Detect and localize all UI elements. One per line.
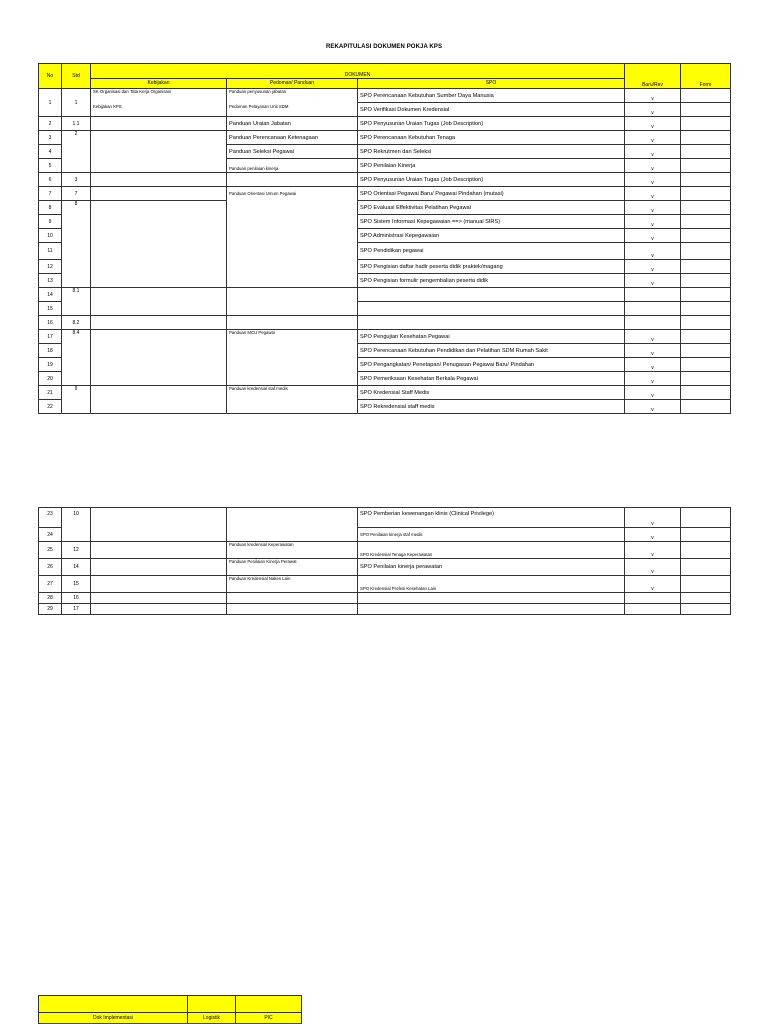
cell-spo: SPO Pengisian daftar hadir peserta didik praktek/magang <box>358 260 625 274</box>
cell-kebijakan <box>91 89 227 117</box>
cell-no: 1 <box>39 89 62 117</box>
cell-no: 21 <box>39 386 62 400</box>
cell-no: 6 <box>39 173 62 187</box>
cell-no: 17 <box>39 330 62 344</box>
cell-kebijakan <box>91 316 227 330</box>
cell-no: 14 <box>39 288 62 302</box>
header-logistik: Logistik <box>188 1013 236 1024</box>
impl-empty-cell <box>236 996 302 1013</box>
cell-mark: v <box>625 187 681 201</box>
cell-spo: SPO Orientasi Pegawai Baru/ Pegawai Pindahan (mutasi) <box>358 187 625 201</box>
cell-mark: v <box>625 260 681 274</box>
cell-std: 15 <box>62 576 91 593</box>
table-row <box>39 604 731 615</box>
cell-kebijakan <box>91 117 227 131</box>
cell-form <box>681 358 731 372</box>
table-row <box>39 187 731 201</box>
cell-spo: SPO Perencanaan Kebutuhan Sumber Daya Manusia <box>358 89 625 103</box>
cell-no: 3 <box>39 131 62 145</box>
cell-no: 28 <box>39 593 62 604</box>
document-table-main <box>38 63 731 414</box>
cell-no: 22 <box>39 400 62 414</box>
header-dokumen: DOKUMEN <box>91 64 625 79</box>
header-form: Form <box>681 64 731 89</box>
cell-spo: SPO Evaluasi Effektivitas Pelatihan Pegawai <box>358 201 625 215</box>
cell-form <box>681 386 731 400</box>
table-row <box>39 89 731 103</box>
cell-std: 14 <box>62 559 91 576</box>
cell-mark: v <box>625 103 681 117</box>
cell-mark: v <box>625 201 681 215</box>
cell-pedoman <box>227 593 358 604</box>
cell-pedoman: Panduan kredensial staf medis <box>227 386 358 414</box>
cell-mark: v <box>625 344 681 358</box>
cell-form <box>681 117 731 131</box>
cell-form <box>681 330 731 344</box>
cell-mark: v <box>625 372 681 386</box>
cell-no: 10 <box>39 229 62 243</box>
cell-spo: SPO Pengujian Kesehatan Pegawai <box>358 330 625 344</box>
cell-mark: v <box>625 243 681 260</box>
cell-pedoman: Panduan Uraian Jabatan <box>227 117 358 131</box>
cell-mark <box>625 604 681 615</box>
cell-pedoman: Panduan Seleksi Pegawai <box>227 145 358 159</box>
document-table-continued <box>38 507 731 615</box>
cell-spo <box>358 316 625 330</box>
cell-form <box>681 260 731 274</box>
cell-no: 13 <box>39 274 62 288</box>
cell-form <box>681 400 731 414</box>
cell-pedoman: Panduan MCU Pegawai <box>227 330 358 386</box>
cell-no: 23 <box>39 508 62 528</box>
cell-no: 4 <box>39 145 62 159</box>
cell-std: 2 <box>62 131 91 173</box>
cell-no: 9 <box>39 215 62 229</box>
cell-kebijakan <box>91 559 227 576</box>
cell-spo: SPO Kredensial Staff Medis <box>358 386 625 400</box>
table-row <box>39 559 731 576</box>
header-baru-rev: Baru/Rev <box>625 64 681 89</box>
cell-spo: SPO Pemberian kewenangan klinis (Clinical Privilege) <box>358 508 625 528</box>
cell-form <box>681 316 731 330</box>
cell-kebijakan <box>91 542 227 559</box>
cell-std: 8.1 <box>62 288 91 316</box>
cell-kebijakan <box>91 201 227 288</box>
cell-spo: SPO Perencanaan Kebutuhan Tenaga <box>358 131 625 145</box>
cell-no: 24 <box>39 528 62 542</box>
table-row <box>39 173 731 187</box>
cell-mark: v <box>625 542 681 559</box>
cell-std: 8 <box>62 201 91 288</box>
cell-kebijakan <box>91 593 227 604</box>
cell-form <box>681 288 731 302</box>
cell-kebijakan <box>91 288 227 316</box>
pedoman-line: Pedoman Pelayanan Unit SDM <box>229 104 289 109</box>
header-pedoman: Pedoman/ Panduan <box>227 78 358 88</box>
cell-spo: SPO Pengangkatan/ Penetapan/ Penugasan Pegawai Baru/ Pindahan <box>358 358 625 372</box>
cell-spo: SPO Sistem Informasi Kepegawaian ==> (manual SIRS) <box>358 215 625 229</box>
cell-no: 5 <box>39 159 62 173</box>
table-row <box>39 542 731 559</box>
cell-form <box>681 604 731 615</box>
cell-spo: SPO Pendidikan pegawai <box>358 243 625 260</box>
header-std: Std <box>62 64 91 89</box>
cell-kebijakan <box>91 386 227 414</box>
cell-mark: v <box>625 528 681 542</box>
cell-mark: v <box>625 229 681 243</box>
table-row <box>39 386 731 400</box>
cell-std: 9 <box>62 386 91 414</box>
cell-spo: SPO Verifikasi Dokumen Kredensial <box>358 103 625 117</box>
cell-std: 1.1 <box>62 117 91 131</box>
cell-std: 16 <box>62 593 91 604</box>
cell-pedoman <box>227 604 358 615</box>
cell-no: 19 <box>39 358 62 372</box>
cell-std: 10 <box>62 508 91 542</box>
cell-mark: v <box>625 386 681 400</box>
table-row <box>39 117 731 131</box>
cell-spo: SPO Penyusunan Uraian Tugas (Job Description) <box>358 117 625 131</box>
cell-no: 12 <box>39 260 62 274</box>
cell-mark: v <box>625 159 681 173</box>
cell-mark: v <box>625 559 681 576</box>
cell-pedoman <box>227 89 358 117</box>
cell-spo: SPO Pemeriksaan Kesehatan Berkala Pegawai <box>358 372 625 386</box>
cell-spo: SPO Pengisian formulir pengembalian peserta didik <box>358 274 625 288</box>
cell-std: 1 <box>62 89 91 117</box>
kebijakan-line: Kebijakan KPS <box>93 104 122 109</box>
header-no: No <box>39 64 62 89</box>
cell-pedoman: Panduan penilaian kinerja <box>227 159 358 173</box>
cell-kebijakan <box>91 131 227 173</box>
cell-form <box>681 103 731 117</box>
implementation-subheader-row <box>39 1013 302 1024</box>
cell-spo <box>358 288 625 302</box>
cell-pedoman <box>227 316 358 330</box>
cell-kebijakan <box>91 508 227 542</box>
cell-mark <box>625 316 681 330</box>
cell-mark: v <box>625 400 681 414</box>
cell-spo: SPO Rekrutmen dan Seleksi <box>358 145 625 159</box>
table-row <box>39 316 731 330</box>
implementation-header-row <box>39 996 302 1013</box>
cell-form <box>681 344 731 358</box>
cell-std: 3 <box>62 173 91 187</box>
table-row <box>39 508 731 528</box>
impl-empty-cell <box>188 996 236 1013</box>
cell-spo <box>358 604 625 615</box>
cell-mark <box>625 288 681 302</box>
cell-pedoman: Panduan Orientasi Umum Pegawai <box>227 187 358 288</box>
cell-pedoman: Panduan Perencanaan Ketenagaan <box>227 131 358 145</box>
cell-no: 29 <box>39 604 62 615</box>
cell-mark: v <box>625 131 681 145</box>
cell-form <box>681 187 731 201</box>
cell-no: 16 <box>39 316 62 330</box>
cell-mark: v <box>625 215 681 229</box>
cell-spo: SPO Penilaian kinerja perawatan <box>358 559 625 576</box>
cell-form <box>681 593 731 604</box>
cell-pedoman <box>227 288 358 316</box>
cell-std: 8.2 <box>62 316 91 330</box>
cell-no: 15 <box>39 302 62 316</box>
cell-form <box>681 243 731 260</box>
cell-spo: SPO Kredensial Profesi Kesehatan Lain <box>358 576 625 593</box>
cell-spo: SPO Administrasi Kepegawaian <box>358 229 625 243</box>
cell-no: 8 <box>39 201 62 215</box>
cell-no: 18 <box>39 344 62 358</box>
cell-no: 25 <box>39 542 62 559</box>
cell-spo: SPO Kredensial Tenaga Keperawatan <box>358 542 625 559</box>
cell-kebijakan <box>91 576 227 593</box>
cell-spo <box>358 302 625 316</box>
cell-no: 26 <box>39 559 62 576</box>
cell-mark: v <box>625 145 681 159</box>
cell-mark: v <box>625 508 681 528</box>
cell-mark: v <box>625 576 681 593</box>
cell-kebijakan <box>91 330 227 386</box>
table-row <box>39 576 731 593</box>
cell-mark: v <box>625 330 681 344</box>
header-kebijakan: Kebijakan <box>91 78 227 88</box>
cell-form <box>681 302 731 316</box>
table-row <box>39 131 731 145</box>
cell-pedoman: Panduan kredensial Keperawatan <box>227 542 358 559</box>
cell-pedoman: Panduan Penilaian Kinerja Perawat <box>227 559 358 576</box>
header-dok-implementasi: Dok Implementasi <box>39 1013 188 1024</box>
table-row <box>39 201 731 215</box>
pedoman-line: Panduan penyusunan jabatan <box>229 89 287 94</box>
cell-kebijakan <box>91 187 227 201</box>
cell-kebijakan <box>91 604 227 615</box>
cell-spo <box>358 593 625 604</box>
kebijakan-line: SK Organisasi dan Tata Kerja Organisasi <box>93 89 172 94</box>
cell-kebijakan <box>91 173 227 187</box>
cell-no: 27 <box>39 576 62 593</box>
cell-pedoman <box>227 508 358 542</box>
cell-form <box>681 89 731 103</box>
table-row <box>39 330 731 344</box>
cell-std: 17 <box>62 604 91 615</box>
cell-spo: SPO Penilaian kinerja staf medis <box>358 528 625 542</box>
cell-spo: SPO Rekredensial staff medis <box>358 400 625 414</box>
cell-std: 8.4 <box>62 330 91 386</box>
cell-form <box>681 528 731 542</box>
cell-mark: v <box>625 117 681 131</box>
cell-mark: v <box>625 274 681 288</box>
cell-mark: v <box>625 358 681 372</box>
cell-form <box>681 508 731 528</box>
cell-form <box>681 559 731 576</box>
header-row <box>39 64 731 79</box>
cell-std: 7 <box>62 187 91 201</box>
table-row <box>39 593 731 604</box>
impl-empty-cell <box>39 996 188 1013</box>
cell-form <box>681 173 731 187</box>
cell-form <box>681 576 731 593</box>
cell-pedoman: Panduan Kredensial Nakes Lain <box>227 576 358 593</box>
table-row <box>39 288 731 302</box>
cell-form <box>681 274 731 288</box>
cell-std: 12 <box>62 542 91 559</box>
cell-form <box>681 201 731 215</box>
cell-mark <box>625 593 681 604</box>
cell-form <box>681 159 731 173</box>
cell-mark: v <box>625 89 681 103</box>
cell-no: 7 <box>39 187 62 201</box>
header-pic: PIC <box>236 1013 302 1024</box>
cell-form <box>681 229 731 243</box>
cell-form <box>681 215 731 229</box>
cell-form <box>681 542 731 559</box>
header-spo: SPO <box>358 78 625 88</box>
cell-spo: SPO Perencanaan Kebutuhan Pendidikan dan Pelatihan SDM Rumah Sakit <box>358 344 625 358</box>
cell-spo: SPO Penilaian Kinerja <box>358 159 625 173</box>
implementation-table <box>38 995 302 1024</box>
cell-no: 11 <box>39 243 62 260</box>
document-title: REKAPITULASI DOKUMEN POKJA KPS <box>325 44 443 50</box>
cell-no: 20 <box>39 372 62 386</box>
cell-form <box>681 145 731 159</box>
cell-spo: SPO Penyusunan Uraian Tugas (Job Description) <box>358 173 625 187</box>
cell-form <box>681 372 731 386</box>
cell-mark <box>625 302 681 316</box>
cell-no: 2 <box>39 117 62 131</box>
cell-pedoman <box>227 173 358 187</box>
cell-form <box>681 131 731 145</box>
cell-mark: v <box>625 173 681 187</box>
